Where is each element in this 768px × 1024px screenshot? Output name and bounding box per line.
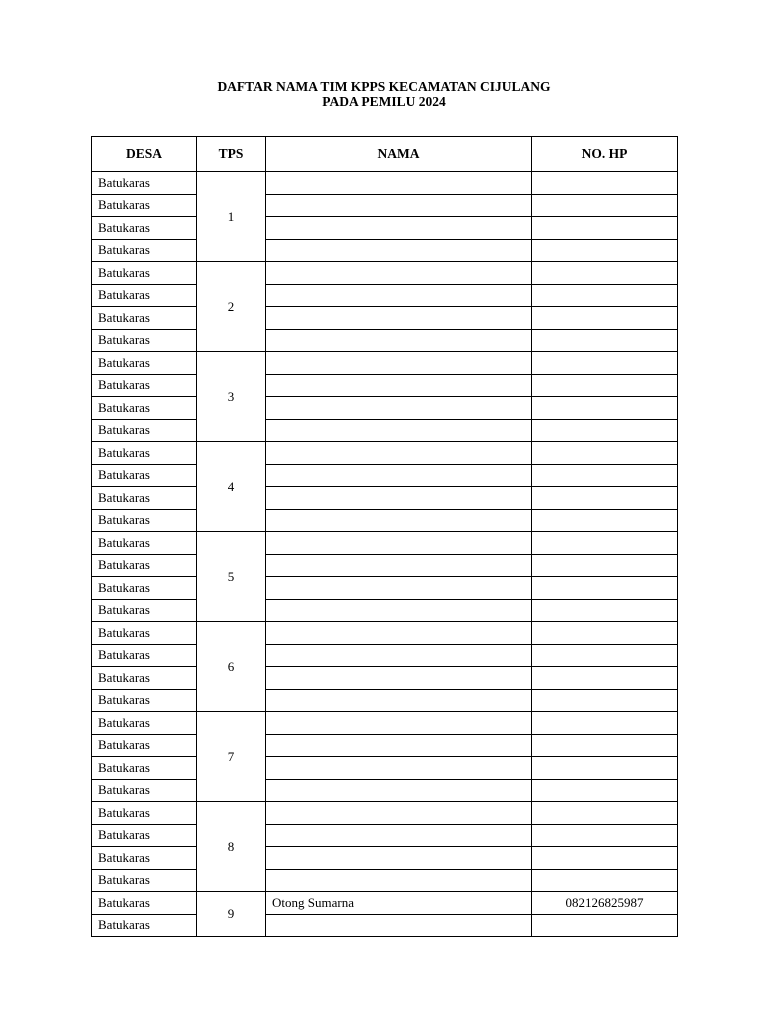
header-nama: NAMA bbox=[266, 137, 532, 172]
cell-no-hp bbox=[532, 824, 678, 847]
cell-desa: Batukaras bbox=[92, 667, 197, 690]
cell-no-hp bbox=[532, 757, 678, 780]
cell-no-hp bbox=[532, 802, 678, 825]
cell-tps: 4 bbox=[197, 442, 266, 532]
cell-nama bbox=[266, 779, 532, 802]
cell-nama bbox=[266, 869, 532, 892]
cell-no-hp bbox=[532, 329, 678, 352]
cell-nama bbox=[266, 307, 532, 330]
cell-tps: 6 bbox=[197, 622, 266, 712]
cell-nama bbox=[266, 442, 532, 465]
cell-nama bbox=[266, 802, 532, 825]
cell-nama bbox=[266, 509, 532, 532]
cell-nama bbox=[266, 419, 532, 442]
cell-no-hp bbox=[532, 487, 678, 510]
cell-desa: Batukaras bbox=[92, 509, 197, 532]
cell-no-hp bbox=[532, 509, 678, 532]
cell-no-hp bbox=[532, 554, 678, 577]
cell-desa: Batukaras bbox=[92, 239, 197, 262]
cell-nama bbox=[266, 374, 532, 397]
document-subtitle: PADA PEMILU 2024 bbox=[322, 94, 446, 109]
cell-no-hp bbox=[532, 284, 678, 307]
table-row bbox=[92, 667, 678, 690]
table-row bbox=[92, 464, 678, 487]
cell-nama bbox=[266, 487, 532, 510]
table-row bbox=[92, 757, 678, 780]
cell-no-hp bbox=[532, 397, 678, 420]
table-row bbox=[92, 217, 678, 240]
cell-nama bbox=[266, 757, 532, 780]
cell-nama bbox=[266, 712, 532, 735]
cell-no-hp: 082126825987 bbox=[532, 892, 678, 915]
table-row bbox=[92, 194, 678, 217]
cell-desa: Batukaras bbox=[92, 532, 197, 555]
cell-desa: Batukaras bbox=[92, 824, 197, 847]
table-row bbox=[92, 172, 678, 195]
table-row bbox=[92, 622, 678, 645]
table-row bbox=[92, 554, 678, 577]
cell-desa: Batukaras bbox=[92, 847, 197, 870]
cell-no-hp bbox=[532, 352, 678, 375]
cell-no-hp bbox=[532, 307, 678, 330]
table-row bbox=[92, 329, 678, 352]
cell-no-hp bbox=[532, 847, 678, 870]
table-row bbox=[92, 419, 678, 442]
cell-nama bbox=[266, 689, 532, 712]
cell-no-hp bbox=[532, 779, 678, 802]
cell-desa: Batukaras bbox=[92, 419, 197, 442]
cell-no-hp bbox=[532, 869, 678, 892]
cell-no-hp bbox=[532, 172, 678, 195]
table-row bbox=[92, 307, 678, 330]
cell-nama bbox=[266, 194, 532, 217]
cell-no-hp bbox=[532, 914, 678, 937]
cell-desa: Batukaras bbox=[92, 734, 197, 757]
cell-desa: Batukaras bbox=[92, 914, 197, 937]
cell-nama bbox=[266, 554, 532, 577]
cell-nama bbox=[266, 667, 532, 690]
cell-no-hp bbox=[532, 194, 678, 217]
table-row bbox=[92, 914, 678, 937]
header-tps: TPS bbox=[197, 137, 266, 172]
table-row bbox=[92, 599, 678, 622]
table-row bbox=[92, 532, 678, 555]
cell-tps: 1 bbox=[197, 172, 266, 262]
cell-desa: Batukaras bbox=[92, 644, 197, 667]
table-header-row bbox=[92, 137, 678, 172]
cell-nama bbox=[266, 644, 532, 667]
cell-nama bbox=[266, 352, 532, 375]
cell-desa: Batukaras bbox=[92, 802, 197, 825]
cell-tps: 2 bbox=[197, 262, 266, 352]
cell-tps: 3 bbox=[197, 352, 266, 442]
cell-tps: 7 bbox=[197, 712, 266, 802]
cell-desa: Batukaras bbox=[92, 194, 197, 217]
cell-no-hp bbox=[532, 374, 678, 397]
header-desa: DESA bbox=[92, 137, 197, 172]
table-body bbox=[92, 172, 678, 937]
table-row bbox=[92, 779, 678, 802]
cell-nama bbox=[266, 914, 532, 937]
cell-desa: Batukaras bbox=[92, 622, 197, 645]
cell-nama bbox=[266, 217, 532, 240]
cell-nama bbox=[266, 847, 532, 870]
cell-desa: Batukaras bbox=[92, 464, 197, 487]
table-row bbox=[92, 892, 678, 915]
cell-desa: Batukaras bbox=[92, 599, 197, 622]
table-row bbox=[92, 262, 678, 285]
cell-nama bbox=[266, 262, 532, 285]
cell-nama bbox=[266, 622, 532, 645]
cell-nama bbox=[266, 239, 532, 262]
cell-nama bbox=[266, 397, 532, 420]
cell-desa: Batukaras bbox=[92, 217, 197, 240]
cell-tps: 9 bbox=[197, 892, 266, 937]
cell-desa: Batukaras bbox=[92, 352, 197, 375]
cell-nama: Otong Sumarna bbox=[266, 892, 532, 915]
table-row bbox=[92, 577, 678, 600]
kpps-table bbox=[91, 136, 678, 937]
cell-nama bbox=[266, 599, 532, 622]
cell-desa: Batukaras bbox=[92, 712, 197, 735]
document-title: DAFTAR NAMA TIM KPPS KECAMATAN CIJULANG bbox=[217, 79, 551, 94]
cell-no-hp bbox=[532, 577, 678, 600]
cell-no-hp bbox=[532, 442, 678, 465]
cell-no-hp bbox=[532, 239, 678, 262]
cell-no-hp bbox=[532, 262, 678, 285]
cell-no-hp bbox=[532, 644, 678, 667]
cell-no-hp bbox=[532, 464, 678, 487]
table-row bbox=[92, 712, 678, 735]
table-row bbox=[92, 397, 678, 420]
cell-desa: Batukaras bbox=[92, 554, 197, 577]
cell-desa: Batukaras bbox=[92, 374, 197, 397]
cell-desa: Batukaras bbox=[92, 397, 197, 420]
table-row bbox=[92, 847, 678, 870]
cell-no-hp bbox=[532, 734, 678, 757]
cell-no-hp bbox=[532, 532, 678, 555]
table-row bbox=[92, 284, 678, 307]
cell-nama bbox=[266, 734, 532, 757]
cell-no-hp bbox=[532, 217, 678, 240]
cell-no-hp bbox=[532, 622, 678, 645]
cell-nama bbox=[266, 284, 532, 307]
cell-no-hp bbox=[532, 599, 678, 622]
cell-desa: Batukaras bbox=[92, 442, 197, 465]
cell-desa: Batukaras bbox=[92, 307, 197, 330]
cell-nama bbox=[266, 464, 532, 487]
table-row bbox=[92, 374, 678, 397]
header-no-hp: NO. HP bbox=[532, 137, 678, 172]
cell-tps: 8 bbox=[197, 802, 266, 892]
cell-desa: Batukaras bbox=[92, 172, 197, 195]
cell-no-hp bbox=[532, 419, 678, 442]
cell-nama bbox=[266, 329, 532, 352]
table-row bbox=[92, 824, 678, 847]
cell-desa: Batukaras bbox=[92, 577, 197, 600]
table-row bbox=[92, 869, 678, 892]
cell-desa: Batukaras bbox=[92, 779, 197, 802]
cell-desa: Batukaras bbox=[92, 284, 197, 307]
cell-desa: Batukaras bbox=[92, 487, 197, 510]
cell-nama bbox=[266, 532, 532, 555]
table-row bbox=[92, 352, 678, 375]
cell-nama bbox=[266, 577, 532, 600]
cell-desa: Batukaras bbox=[92, 869, 197, 892]
cell-desa: Batukaras bbox=[92, 757, 197, 780]
table-row bbox=[92, 487, 678, 510]
table-row bbox=[92, 802, 678, 825]
cell-desa: Batukaras bbox=[92, 892, 197, 915]
cell-tps: 5 bbox=[197, 532, 266, 622]
cell-desa: Batukaras bbox=[92, 329, 197, 352]
table-row bbox=[92, 239, 678, 262]
table-row bbox=[92, 509, 678, 532]
cell-desa: Batukaras bbox=[92, 689, 197, 712]
table-row bbox=[92, 644, 678, 667]
cell-no-hp bbox=[532, 689, 678, 712]
table-row bbox=[92, 689, 678, 712]
table-row bbox=[92, 442, 678, 465]
cell-desa: Batukaras bbox=[92, 262, 197, 285]
table-row bbox=[92, 734, 678, 757]
cell-no-hp bbox=[532, 712, 678, 735]
cell-nama bbox=[266, 824, 532, 847]
cell-nama bbox=[266, 172, 532, 195]
cell-no-hp bbox=[532, 667, 678, 690]
